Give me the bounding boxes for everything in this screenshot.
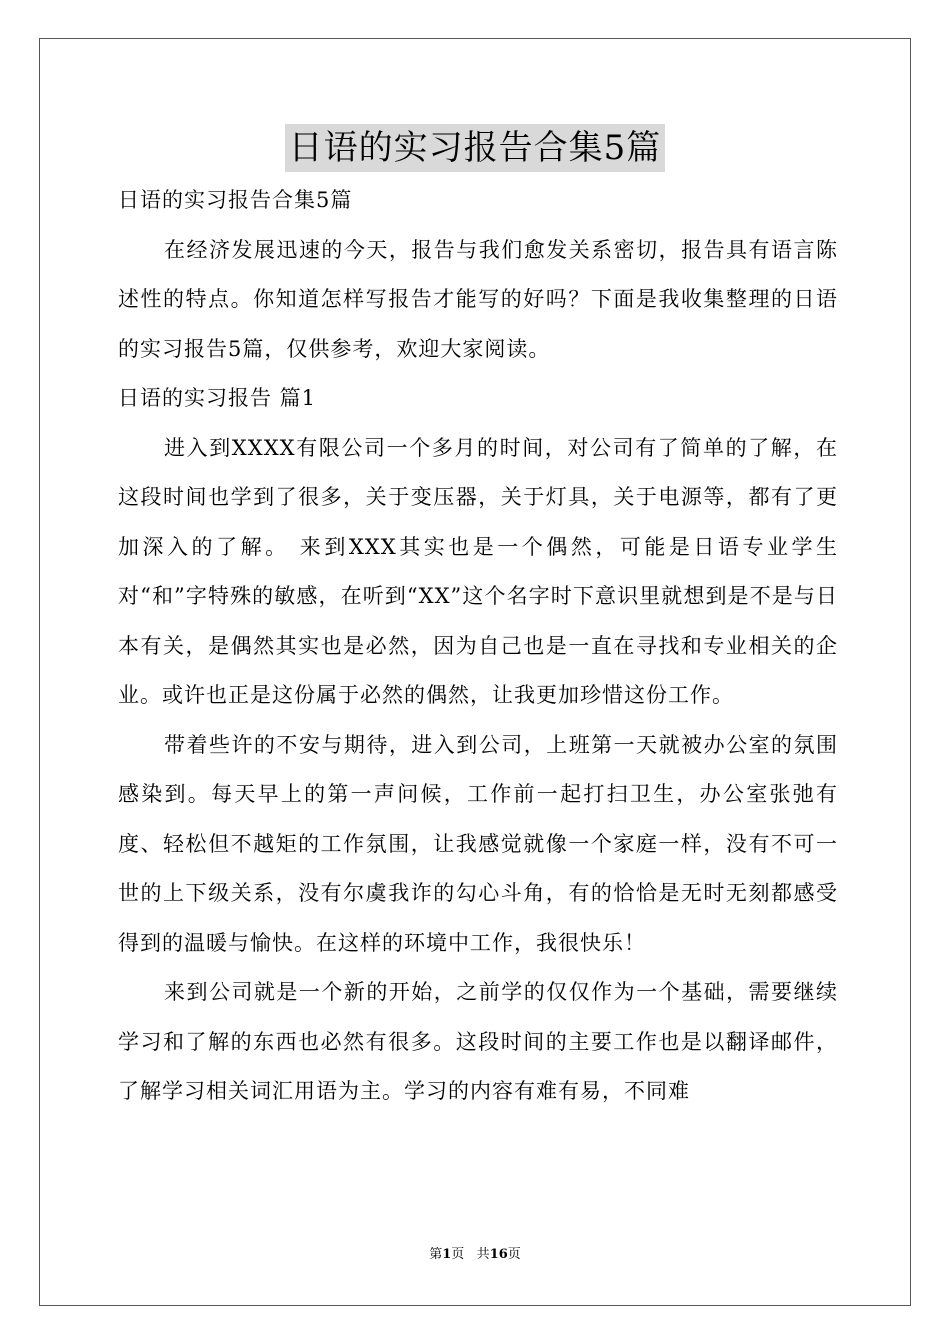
title-container — [0, 124, 950, 172]
document-body — [118, 176, 838, 1117]
paragraph: 来到公司就是一个新的开始，之前学的仅仅作为一个基础，需要继续学习和了解的东西也必然有很多。这段时间的主要工作也是以翻译邮件，了解学习相关词汇用语为主。学习的内容有难有易，不同难 — [118, 980, 838, 1103]
paragraph: 日语的实习报告合集5篇 — [118, 188, 353, 212]
page-prefix: 第 — [429, 1247, 443, 1262]
document-title: 日语的实习报告合集5篇 — [285, 124, 666, 172]
page-number: 1 — [442, 1247, 452, 1262]
paragraph: 带着些许的不安与期待，进入到公司，上班第一天就被办公室的氛围感染到。每天早上的第一声问候，工作前一起打扫卫生，办公室张弛有度、轻松但不越矩的工作氛围，让我感觉就像一个家庭一样，没有不可一世的上下级关系，没有尔虞我诈的勾心斗角，有的恰恰是无时无刻都感受得到的温暖与愉快。在这样的环境中工作，我很快乐！ — [118, 732, 838, 955]
section-heading: 日语的实习报告 篇1 — [118, 386, 317, 410]
paragraph: 进入到XXXX有限公司一个多月的时间，对公司有了简单的了解，在这段时间也学到了很多，关于变压器，关于灯具，关于电源等，都有了更加深入的了解。 来到XXX其实也是一个偶然，可能是日语专业学生对“和”字特殊的敏感，在听到“XX”这个名字时下意识里就想到是不是与日本有关，是偶然其实也是必然，因为自己也是一直在寻找和专业相关的企业。或许也正是这份属于必然的偶然，让我更加珍惜这份工作。 — [118, 435, 838, 707]
page-suffix: 页 — [451, 1247, 465, 1262]
total-prefix: 共 — [476, 1247, 490, 1262]
total-suffix: 页 — [507, 1247, 521, 1262]
total-pages: 16 — [489, 1247, 508, 1262]
page-footer — [0, 1246, 950, 1264]
paragraph: 在经济发展迅速的今天，报告与我们愈发关系密切，报告具有语言陈述性的特点。你知道怎样写报告才能写的好吗？下面是我收集整理的日语的实习报告5篇，仅供参考，欢迎大家阅读。 — [118, 237, 838, 361]
